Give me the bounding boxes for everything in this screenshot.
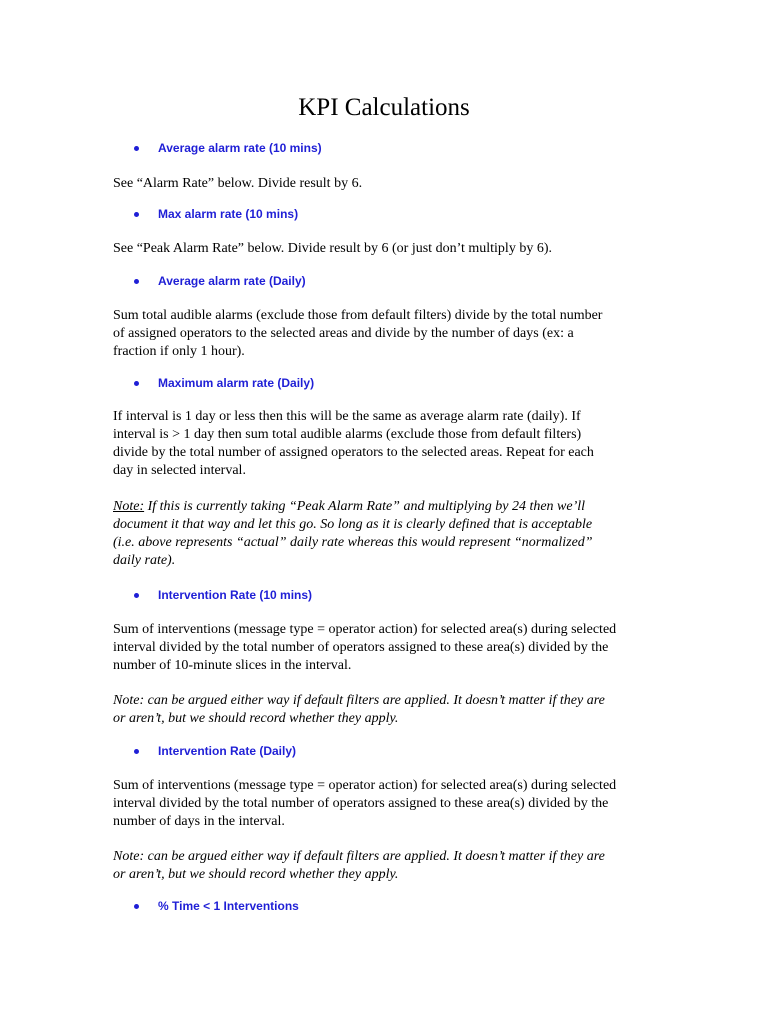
bullet-icon xyxy=(134,279,139,284)
document-page: KPI Calculations Average alarm rate (10 mins) See “Alarm Rate” below. Divide result by 6. Max alarm rate (10 mins) See “Peak Alarm Rate” below. Divide result by 6 (or just don’t multiply by 6). Average alarm rate (Daily) Sum total audible alarms (exclude those from default filters) divide by the total number of assigned operators to the selected areas and divide by the number of days (ex: a fraction if only 1 hour). Maximum alarm rate (Daily) If interval is 1 day or less then this will be the same as average alarm rate (daily). If interval is > 1 day then sum total audible alarms (exclude those from default filters) divide by the total number of assigned operators to the selected areas. Repeat for each day in selected interval. Note: If this is currently taking “Peak Alarm Rate” and multiplying by 24 then we’ll document it that way and let this go. So long as it is clearly defined that is acceptable (i.e. above represents “actual” daily rate whereas this would represent “normalized” daily rate). Intervention Rate (10 mins) Sum of interventions (message type = operator action) for selected area(s) during selected interval divided by the total number of operators assigned to these area(s) divided by the number of 10-minute slices in the interval. Note: can be argued either way if default filters are applied. It doesn’t matter if they are or aren’t, but we should record whether they apply. Intervention Rate (Daily) Sum of interventions (message type = operator action) for selected area(s) during selected interval divided by the total number of operators assigned to these area(s) divided by the number of days in the interval. Note: can be argued either way if default filters are applied. It doesn’t matter if they are or aren’t, but we should record whether they apply. % Time < 1 Interventions xyxy=(0,0,768,1024)
note-maximum-alarm-rate-daily: Note: If this is currently taking “Peak Alarm Rate” and multiplying by 24 then we’ll document it that way and let this go. So long as it is clearly defined that is acceptable (i.e. above represents “actual” daily rate whereas this would represent “normalized” daily rate). xyxy=(113,499,593,568)
bullet-icon xyxy=(134,146,139,151)
note-intervention-rate-daily: Note: can be argued either way if default filters are applied. It doesn’t matter if they are or aren’t, but we should record whether they apply. xyxy=(113,849,605,882)
bullet-icon xyxy=(134,381,139,386)
page-title: KPI Calculations xyxy=(298,94,470,121)
bullet-icon xyxy=(134,904,139,909)
note-intervention-rate-10: Note: can be argued either way if default filters are applied. It doesn’t matter if they are or aren’t, but we should record whether they apply. xyxy=(113,693,605,726)
paragraph-intervention-rate-10: Sum of interventions (message type = operator action) for selected area(s) during selected interval divided by the total number of operators assigned to these area(s) divided by the number of 10-minute slices in the interval. xyxy=(113,622,617,673)
bullet-icon xyxy=(134,593,139,598)
paragraph-maximum-alarm-rate-daily: If interval is 1 day or less then this will be the same as average alarm rate (daily). If interval is > 1 day then sum total audible alarms (exclude those from default filters) divide by the total number of assigned operators to the selected areas. Repeat for each day in selected interval. xyxy=(113,409,594,478)
paragraph-average-alarm-rate-daily: Sum total audible alarms (exclude those from default filters) divide by the total number of assigned operators to the selected areas and divide by the number of days (ex: a fraction if only 1 hour). xyxy=(113,308,603,359)
bullet-icon xyxy=(134,749,139,754)
paragraph-average-alarm-rate-10: See “Alarm Rate” below. Divide result by 6. xyxy=(113,176,363,191)
bullet-icon xyxy=(134,212,139,217)
paragraph-intervention-rate-daily: Sum of interventions (message type = operator action) for selected area(s) during selected interval divided by the total number of operators assigned to these area(s) divided by the number of days in the interval. xyxy=(113,778,617,829)
paragraph-max-alarm-rate-10: See “Peak Alarm Rate” below. Divide result by 6 (or just don’t multiply by 6). xyxy=(113,241,552,256)
note-label: Note: xyxy=(113,499,145,514)
